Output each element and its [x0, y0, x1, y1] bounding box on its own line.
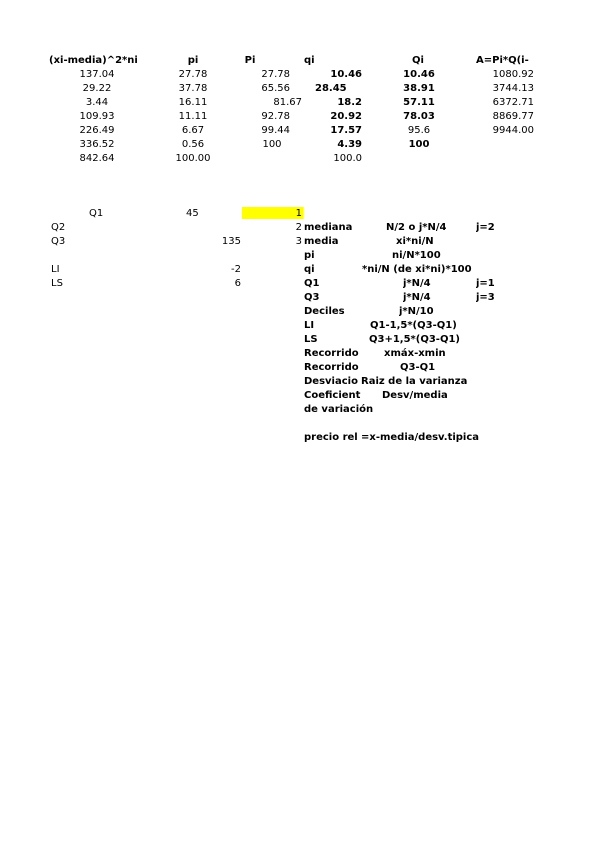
cell-A: 6372.71 — [492, 97, 534, 108]
ls-label: LS — [51, 278, 63, 289]
formula-q1-extra: j=1 — [476, 278, 495, 289]
formula-deciles-expr: j*N/10 — [399, 306, 434, 317]
cell-dev: 109.93 — [79, 111, 115, 122]
header-dev: (xi-media)^2*ni — [49, 55, 138, 66]
formula-q1-name: Q1 — [304, 278, 320, 289]
q2-label: Q2 — [51, 222, 66, 233]
cell-qi: 28.45 — [315, 83, 347, 94]
cell-A: 9944.00 — [492, 125, 534, 136]
cell-pi: 11.11 — [178, 111, 208, 122]
formula-qi-expr: *ni/N (de xi*ni)*100 — [362, 264, 472, 275]
formula-mediana-expr: N/2 o j*N/4 — [386, 222, 447, 233]
cell-A: 1080.92 — [492, 69, 534, 80]
cell-Pi: 92.78 — [261, 111, 290, 122]
cell-dev: 226.49 — [79, 125, 115, 136]
q1-label: Q1 — [89, 208, 104, 219]
cell-Qi: 95.6 — [407, 125, 431, 136]
q1-value: 45 — [186, 208, 199, 219]
cell-Pi: 99.44 — [261, 125, 290, 136]
cell-A: 8869.77 — [492, 111, 534, 122]
q2-index: 2 — [295, 222, 302, 233]
cell-Pi: 65.56 — [261, 83, 290, 94]
formula-li-name: LI — [304, 320, 315, 331]
formula-q1-expr: j*N/4 — [403, 278, 431, 289]
formula-desviacion-name: Desviacio — [304, 376, 358, 387]
cell-dev: 3.44 — [85, 97, 109, 108]
cell-Qi: 57.11 — [403, 97, 435, 108]
formula-q3-expr: j*N/4 — [403, 292, 431, 303]
formula-precio-expr: =x-media/desv.tipica — [361, 432, 480, 443]
formula-mediana-name: mediana — [304, 222, 353, 233]
cell-pi: 27.78 — [178, 69, 208, 80]
cell-Qi: 38.91 — [403, 83, 435, 94]
cell-pi: 16.11 — [178, 97, 208, 108]
formula-ls-name: LS — [304, 334, 318, 345]
total-pi: 100.00 — [175, 153, 211, 164]
formula-pi-name: pi — [304, 250, 315, 261]
cell-qi: 20.92 — [330, 111, 362, 122]
cell-qi: 4.39 — [337, 139, 362, 150]
formula-q3-extra: j=3 — [476, 292, 495, 303]
formula-qi-name: qi — [304, 264, 315, 275]
header-A: A=Pi*Q(i- — [476, 55, 529, 66]
cell-Pi: 100 — [262, 139, 282, 150]
formula-media-expr: xi*ni/N — [396, 236, 434, 247]
formula-pi-expr: ni/N*100 — [392, 250, 441, 261]
header-Pi-cum: Pi — [244, 55, 256, 66]
cell-dev: 336.52 — [79, 139, 115, 150]
formula-media-name: media — [304, 236, 339, 247]
cell-pi: 6.67 — [181, 125, 205, 136]
cell-qi: 18.2 — [337, 97, 362, 108]
formula-precio-name: precio rel — [304, 432, 358, 443]
ls-value: 6 — [234, 278, 241, 289]
formula-recorrido-expr: xmáx-xmin — [384, 348, 446, 359]
q1-index: 1 — [295, 208, 302, 219]
formula-recorrido-name: Recorrido — [304, 348, 359, 359]
cell-Qi: 10.46 — [403, 69, 435, 80]
formula-variacion-name: de variación — [304, 404, 374, 415]
formula-deciles-name: Deciles — [304, 306, 345, 317]
formula-ls-expr: Q3+1,5*(Q3-Q1) — [369, 334, 460, 345]
formula-q3-name: Q3 — [304, 292, 320, 303]
total-dev: 842.64 — [79, 153, 115, 164]
header-pi: pi — [187, 55, 199, 66]
formula-desviacion-expr: Raiz de la varianza — [361, 376, 468, 387]
formula-recorrido-iqr-name: Recorrido — [304, 362, 359, 373]
cell-pi: 0.56 — [181, 139, 205, 150]
formula-recorrido-iqr-expr: Q3-Q1 — [400, 362, 436, 373]
header-qi: qi — [304, 55, 315, 66]
formula-coeficiente-name: Coeficient — [304, 390, 361, 401]
formula-li-expr: Q1-1,5*(Q3-Q1) — [370, 320, 457, 331]
q3-label: Q3 — [51, 236, 66, 247]
cell-pi: 37.78 — [178, 83, 208, 94]
q3-index: 3 — [295, 236, 302, 247]
header-Qi-cum: Qi — [412, 55, 424, 66]
cell-qi: 17.57 — [330, 125, 362, 136]
q3-value: 135 — [221, 236, 241, 247]
cell-Qi: 78.03 — [403, 111, 435, 122]
cell-Qi: 100 — [408, 139, 430, 150]
cell-A: 3744.13 — [492, 83, 534, 94]
cell-dev: 29.22 — [82, 83, 112, 94]
li-value: -2 — [231, 264, 241, 275]
cell-Pi: 81.67 — [273, 97, 302, 108]
formula-mediana-extra: j=2 — [476, 222, 495, 233]
cell-dev: 137.04 — [79, 69, 115, 80]
cell-Pi: 27.78 — [261, 69, 290, 80]
formula-coeficiente-expr: Desv/media — [382, 390, 448, 401]
cell-qi: 10.46 — [330, 69, 362, 80]
total-qi: 100.0 — [333, 153, 362, 164]
li-label: LI — [51, 264, 60, 275]
